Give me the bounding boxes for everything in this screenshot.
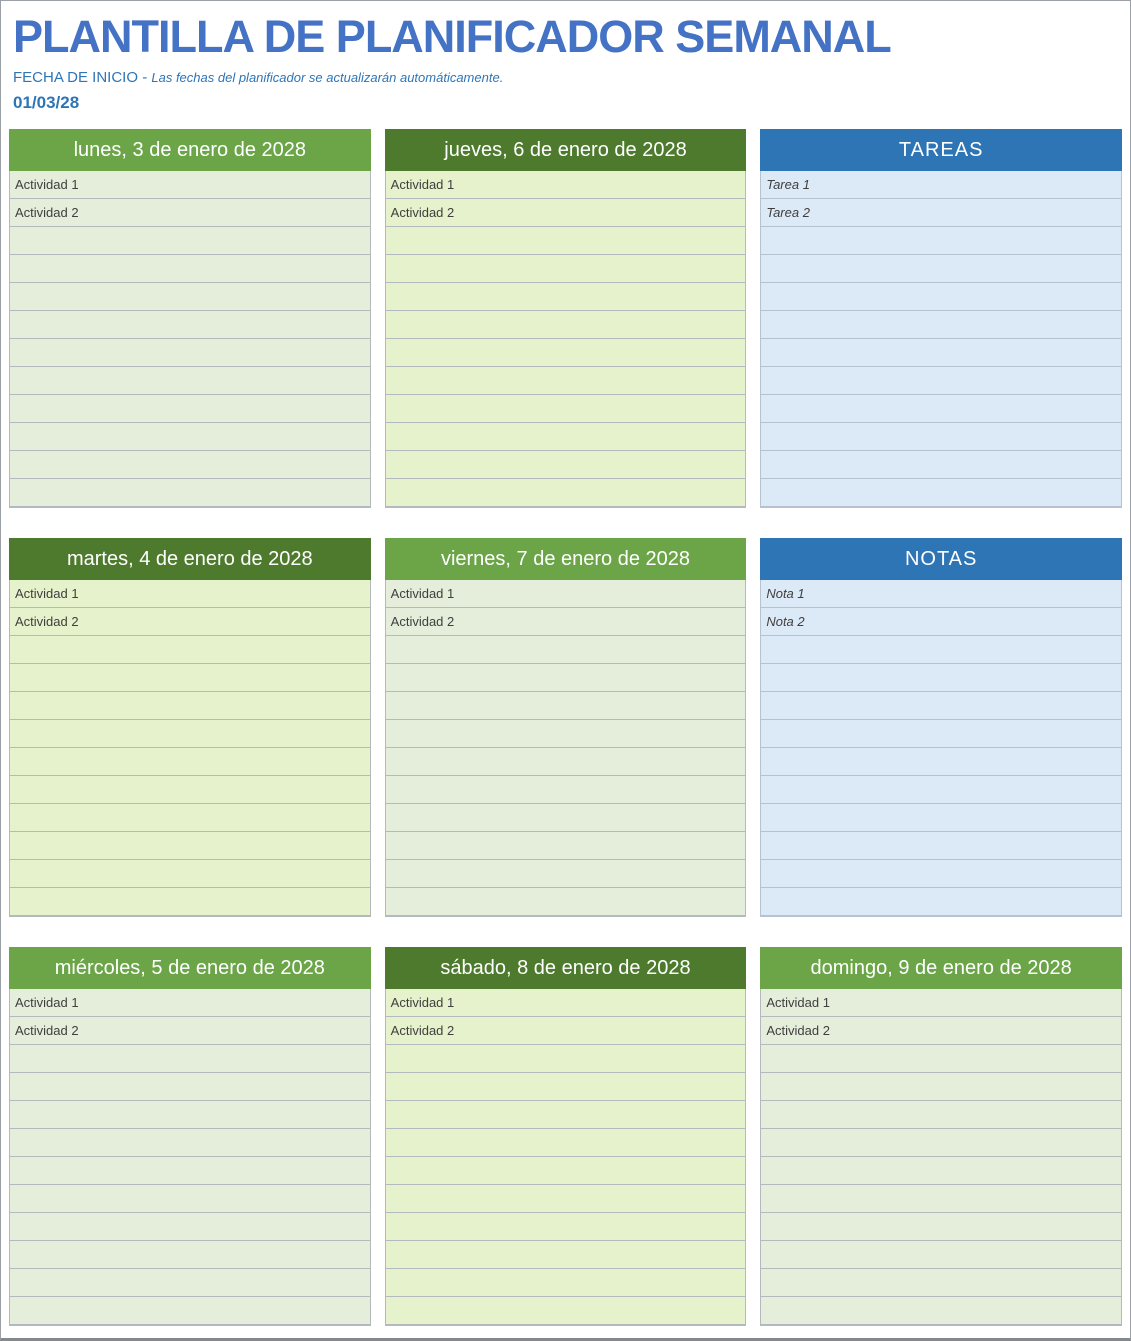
panel-body-tareas bbox=[760, 171, 1122, 508]
panel-header-notas: NOTAS bbox=[760, 538, 1122, 580]
jueves-row-5[interactable] bbox=[386, 283, 746, 311]
tareas-row-11[interactable] bbox=[761, 451, 1121, 479]
sabado-row-2[interactable]: Actividad 2 bbox=[386, 1017, 746, 1045]
panel-body-domingo bbox=[760, 989, 1122, 1326]
domingo-row-4[interactable] bbox=[761, 1073, 1121, 1101]
panel-header-martes: martes, 4 de enero de 2028 bbox=[9, 538, 371, 580]
viernes-row-2[interactable]: Actividad 2 bbox=[386, 608, 746, 636]
martes-row-7[interactable] bbox=[10, 748, 370, 776]
lunes-row-5[interactable] bbox=[10, 283, 370, 311]
panel-martes bbox=[9, 538, 371, 917]
viernes-row-3[interactable] bbox=[386, 636, 746, 664]
domingo-row-6[interactable] bbox=[761, 1129, 1121, 1157]
panel-body-lunes bbox=[9, 171, 371, 508]
tareas-row-6[interactable] bbox=[761, 311, 1121, 339]
martes-row-5[interactable] bbox=[10, 692, 370, 720]
jueves-row-10[interactable] bbox=[386, 423, 746, 451]
start-date-note: Las fechas del planificador se actualizarán automáticamente. bbox=[151, 70, 504, 86]
page-title: PLANTILLA DE PLANIFICADOR SEMANAL bbox=[13, 11, 891, 62]
lunes-row-4[interactable] bbox=[10, 255, 370, 283]
viernes-row-8[interactable] bbox=[386, 776, 746, 804]
panel-header-miercoles: miércoles, 5 de enero de 2028 bbox=[9, 947, 371, 989]
notas-row-7[interactable] bbox=[761, 748, 1121, 776]
notas-row-3[interactable] bbox=[761, 636, 1121, 664]
martes-row-1[interactable]: Actividad 1 bbox=[10, 580, 370, 608]
panel-body-miercoles bbox=[9, 989, 371, 1326]
jueves-row-9[interactable] bbox=[386, 395, 746, 423]
martes-row-4[interactable] bbox=[10, 664, 370, 692]
viernes-row-11[interactable] bbox=[386, 860, 746, 888]
martes-row-2[interactable]: Actividad 2 bbox=[10, 608, 370, 636]
notas-row-8[interactable] bbox=[761, 776, 1121, 804]
panel-header-lunes: lunes, 3 de enero de 2028 bbox=[9, 129, 371, 171]
jueves-row-4[interactable] bbox=[386, 255, 746, 283]
miercoles-row-12[interactable] bbox=[10, 1297, 370, 1325]
lunes-row-7[interactable] bbox=[10, 339, 370, 367]
domingo-row-10[interactable] bbox=[761, 1241, 1121, 1269]
lunes-row-2[interactable]: Actividad 2 bbox=[10, 199, 370, 227]
notas-row-2[interactable]: Nota 2 bbox=[761, 608, 1121, 636]
viernes-row-12[interactable] bbox=[386, 888, 746, 916]
lunes-row-3[interactable] bbox=[10, 227, 370, 255]
sabado-row-10[interactable] bbox=[386, 1241, 746, 1269]
martes-row-9[interactable] bbox=[10, 804, 370, 832]
miercoles-row-3[interactable] bbox=[10, 1045, 370, 1073]
panel-miercoles bbox=[9, 947, 371, 1326]
tareas-row-7[interactable] bbox=[761, 339, 1121, 367]
panel-jueves bbox=[385, 129, 747, 508]
jueves-row-8[interactable] bbox=[386, 367, 746, 395]
lunes-row-10[interactable] bbox=[10, 423, 370, 451]
tareas-row-10[interactable] bbox=[761, 423, 1121, 451]
sabado-row-12[interactable] bbox=[386, 1297, 746, 1325]
domingo-row-9[interactable] bbox=[761, 1213, 1121, 1241]
jueves-row-2[interactable]: Actividad 2 bbox=[386, 199, 746, 227]
notas-row-5[interactable] bbox=[761, 692, 1121, 720]
notas-row-9[interactable] bbox=[761, 804, 1121, 832]
sabado-row-4[interactable] bbox=[386, 1073, 746, 1101]
miercoles-row-9[interactable] bbox=[10, 1213, 370, 1241]
lunes-row-11[interactable] bbox=[10, 451, 370, 479]
miercoles-row-2[interactable]: Actividad 2 bbox=[10, 1017, 370, 1045]
sabado-row-1[interactable]: Actividad 1 bbox=[386, 989, 746, 1017]
panel-header-domingo: domingo, 9 de enero de 2028 bbox=[760, 947, 1122, 989]
jueves-row-11[interactable] bbox=[386, 451, 746, 479]
miercoles-row-4[interactable] bbox=[10, 1073, 370, 1101]
sabado-row-5[interactable] bbox=[386, 1101, 746, 1129]
lunes-row-9[interactable] bbox=[10, 395, 370, 423]
viernes-row-9[interactable] bbox=[386, 804, 746, 832]
domingo-row-12[interactable] bbox=[761, 1297, 1121, 1325]
notas-row-10[interactable] bbox=[761, 832, 1121, 860]
panel-body-viernes bbox=[385, 580, 747, 917]
panel-lunes bbox=[9, 129, 371, 508]
miercoles-row-1[interactable]: Actividad 1 bbox=[10, 989, 370, 1017]
jueves-row-3[interactable] bbox=[386, 227, 746, 255]
domingo-row-2[interactable]: Actividad 2 bbox=[761, 1017, 1121, 1045]
jueves-row-7[interactable] bbox=[386, 339, 746, 367]
tareas-row-12[interactable] bbox=[761, 479, 1121, 507]
miercoles-row-11[interactable] bbox=[10, 1269, 370, 1297]
sabado-row-8[interactable] bbox=[386, 1185, 746, 1213]
panel-header-jueves: jueves, 6 de enero de 2028 bbox=[385, 129, 747, 171]
panel-header-viernes: viernes, 7 de enero de 2028 bbox=[385, 538, 747, 580]
miercoles-row-7[interactable] bbox=[10, 1157, 370, 1185]
notas-row-6[interactable] bbox=[761, 720, 1121, 748]
notas-row-12[interactable] bbox=[761, 888, 1121, 916]
panel-body-martes bbox=[9, 580, 371, 917]
viernes-row-4[interactable] bbox=[386, 664, 746, 692]
notas-row-11[interactable] bbox=[761, 860, 1121, 888]
domingo-row-3[interactable] bbox=[761, 1045, 1121, 1073]
tareas-row-2[interactable]: Tarea 2 bbox=[761, 199, 1121, 227]
martes-row-12[interactable] bbox=[10, 888, 370, 916]
miercoles-row-10[interactable] bbox=[10, 1241, 370, 1269]
tareas-row-9[interactable] bbox=[761, 395, 1121, 423]
viernes-row-5[interactable] bbox=[386, 692, 746, 720]
domingo-row-7[interactable] bbox=[761, 1157, 1121, 1185]
sabado-row-11[interactable] bbox=[386, 1269, 746, 1297]
sabado-row-9[interactable] bbox=[386, 1213, 746, 1241]
panel-body-notas bbox=[760, 580, 1122, 917]
panel-notas bbox=[760, 538, 1122, 917]
viernes-row-7[interactable] bbox=[386, 748, 746, 776]
tareas-row-5[interactable] bbox=[761, 283, 1121, 311]
lunes-row-1[interactable]: Actividad 1 bbox=[10, 171, 370, 199]
planner-grid bbox=[9, 129, 1122, 1326]
martes-row-10[interactable] bbox=[10, 832, 370, 860]
start-date-separator: - bbox=[138, 69, 152, 87]
jueves-row-6[interactable] bbox=[386, 311, 746, 339]
panel-viernes bbox=[385, 538, 747, 917]
jueves-row-1[interactable]: Actividad 1 bbox=[386, 171, 746, 199]
domingo-row-1[interactable]: Actividad 1 bbox=[761, 989, 1121, 1017]
sabado-row-3[interactable] bbox=[386, 1045, 746, 1073]
panel-body-sabado bbox=[385, 989, 747, 1326]
miercoles-row-8[interactable] bbox=[10, 1185, 370, 1213]
lunes-row-12[interactable] bbox=[10, 479, 370, 507]
martes-row-3[interactable] bbox=[10, 636, 370, 664]
panel-header-tareas: TAREAS bbox=[760, 129, 1122, 171]
panel-sabado bbox=[385, 947, 747, 1326]
miercoles-row-5[interactable] bbox=[10, 1101, 370, 1129]
tareas-row-3[interactable] bbox=[761, 227, 1121, 255]
domingo-row-5[interactable] bbox=[761, 1101, 1121, 1129]
viernes-row-10[interactable] bbox=[386, 832, 746, 860]
sabado-row-6[interactable] bbox=[386, 1129, 746, 1157]
page-header bbox=[1, 1, 1130, 113]
lunes-row-8[interactable] bbox=[10, 367, 370, 395]
notas-row-1[interactable]: Nota 1 bbox=[761, 580, 1121, 608]
panel-tareas bbox=[760, 129, 1122, 508]
tareas-row-8[interactable] bbox=[761, 367, 1121, 395]
domingo-row-11[interactable] bbox=[761, 1269, 1121, 1297]
start-date-value[interactable]: 01/03/28 bbox=[13, 93, 80, 113]
panel-body-jueves bbox=[385, 171, 747, 508]
miercoles-row-6[interactable] bbox=[10, 1129, 370, 1157]
start-date-line bbox=[13, 69, 1116, 86]
martes-row-8[interactable] bbox=[10, 776, 370, 804]
martes-row-6[interactable] bbox=[10, 720, 370, 748]
tareas-row-4[interactable] bbox=[761, 255, 1121, 283]
panel-header-sabado: sábado, 8 de enero de 2028 bbox=[385, 947, 747, 989]
viernes-row-6[interactable] bbox=[386, 720, 746, 748]
lunes-row-6[interactable] bbox=[10, 311, 370, 339]
martes-row-11[interactable] bbox=[10, 860, 370, 888]
domingo-row-8[interactable] bbox=[761, 1185, 1121, 1213]
jueves-row-12[interactable] bbox=[386, 479, 746, 507]
notas-row-4[interactable] bbox=[761, 664, 1121, 692]
start-date-label: FECHA DE INICIO bbox=[13, 69, 139, 87]
viernes-row-1[interactable]: Actividad 1 bbox=[386, 580, 746, 608]
sabado-row-7[interactable] bbox=[386, 1157, 746, 1185]
tareas-row-1[interactable]: Tarea 1 bbox=[761, 171, 1121, 199]
panel-domingo bbox=[760, 947, 1122, 1326]
